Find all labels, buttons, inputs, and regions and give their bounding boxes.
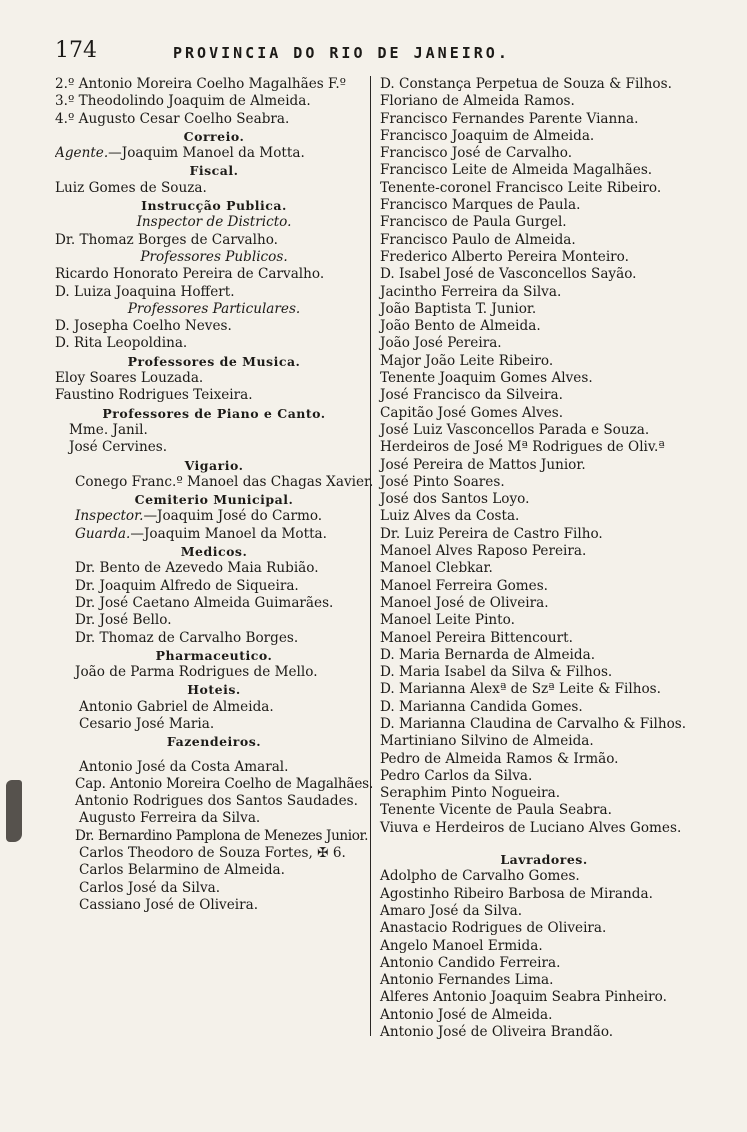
list-item: Herdeiros de José Mª Rodrigues de Oliv.ª: [380, 439, 665, 456]
role-label: Inspector.: [75, 508, 144, 525]
list-item: Dr. Joaquim Alfredo de Siqueira.: [75, 577, 299, 594]
list-item: 4.º Augusto Cesar Coelho Seabra.: [55, 110, 290, 127]
list-item: Anastacio Rodrigues de Oliveira.: [380, 920, 607, 937]
cemiterio-inspector-line: [55, 508, 373, 525]
list-item: Manoel José de Oliveira.: [380, 594, 549, 611]
list-item: Martiniano Silvino de Almeida.: [380, 733, 594, 750]
list-item: Antonio José da Costa Amaral.: [79, 758, 289, 775]
subsection-heading: Inspector de Districto.: [136, 214, 292, 231]
list-item: 2.º Antonio Moreira Coelho Magalhães F.º: [55, 76, 347, 92]
list-item: José Francisco da Silveira.: [380, 387, 563, 404]
list-item: D. Luiza Joaquina Hoffert.: [55, 283, 235, 300]
subsection-heading: Professores Particulares.: [127, 300, 301, 317]
section-heading-correio: Correio.: [183, 128, 245, 144]
list-item: José Pereira de Mattos Junior.: [380, 456, 586, 473]
list-item: Carlos Belarmino de Almeida.: [79, 862, 285, 879]
list-item: Adolpho de Carvalho Gomes.: [380, 868, 580, 885]
list-item: Antonio José de Almeida.: [380, 1006, 553, 1023]
list-item: Dr. José Caetano Almeida Guimarães.: [75, 594, 334, 611]
list-item: Francisco Leite de Almeida Magalhães.: [380, 162, 653, 179]
page-number: 174: [55, 38, 97, 63]
list-item: Dr. Thomaz Borges de Carvalho.: [55, 231, 278, 248]
role-name: —Joaquim Manoel da Motta.: [108, 145, 305, 162]
list-item: D. Marianna Claudina de Carvalho & Filhos.: [380, 715, 687, 732]
right-column: [374, 76, 714, 1041]
role-name: —Joaquim José do Carmo.: [143, 508, 323, 525]
list-item: Major João Leite Ribeiro.: [380, 352, 554, 369]
list-item: D. Rita Leopoldina.: [55, 335, 188, 352]
list-item: Francisco de Paula Gurgel.: [380, 214, 567, 231]
list-item: Manoel Leite Pinto.: [380, 612, 515, 629]
list-item: João Baptista T. Junior.: [380, 300, 537, 317]
list-item: Antonio Fernandes Lima.: [380, 972, 554, 989]
list-item: D. Maria Isabel da Silva & Filhos.: [380, 664, 613, 681]
list-item: Angelo Manoel Ermida.: [380, 937, 543, 954]
list-item: Manoel Clebkar.: [380, 560, 493, 577]
section-heading-pharmaceutico: Pharmaceutico.: [155, 647, 273, 663]
list-item: Francisco Joaquim de Almeida.: [380, 127, 595, 144]
list-item: Frederico Alberto Pereira Monteiro.: [380, 248, 629, 265]
list-item: D. Josepha Coelho Neves.: [55, 318, 232, 335]
list-item: Eloy Soares Louzada.: [55, 370, 204, 387]
list-item: Francisco José de Carvalho.: [380, 145, 573, 162]
list-item: Dr. Thomaz de Carvalho Borges.: [75, 629, 299, 646]
list-item: Carlos José da Silva.: [79, 879, 221, 896]
list-item: Manoel Ferreira Gomes.: [380, 577, 548, 594]
cemiterio-guarda-line: [55, 526, 373, 543]
page-edge-smudge: [6, 780, 22, 842]
section-heading-lavradores: Lavradores.: [500, 852, 588, 868]
list-item: José Pinto Soares.: [380, 473, 505, 490]
list-item: D. Constança Perpetua de Souza & Filhos.: [380, 76, 672, 92]
list-item: Tenente-coronel Francisco Leite Ribeiro.: [380, 179, 662, 196]
list-item: Dr. Bento de Azevedo Maia Rubião.: [75, 560, 319, 577]
list-item: Antonio José de Oliveira Brandão.: [380, 1024, 614, 1041]
list-item: D. Isabel José de Vasconcellos Sayão.: [380, 266, 637, 283]
list-item: Tenente Vicente de Paula Seabra.: [380, 802, 612, 819]
section-heading-piano: Professores de Piano e Canto.: [102, 405, 326, 421]
page-header: [55, 38, 695, 68]
list-item: Antonio Rodrigues dos Santos Saudades.: [75, 793, 358, 810]
list-item: Augusto Ferreira da Silva.: [79, 810, 261, 827]
section-heading-instrucao: Instrucção Publica.: [141, 198, 287, 214]
list-item: Seraphim Pinto Nogueira.: [380, 785, 561, 802]
list-item: Dr. José Bello.: [75, 612, 172, 629]
list-item: D. Marianna Candida Gomes.: [380, 698, 583, 715]
list-item: Cesario José Maria.: [79, 715, 215, 732]
list-item: Dr. Luiz Pereira de Castro Filho.: [380, 525, 603, 542]
list-item: Ricardo Honorato Pereira de Carvalho.: [55, 266, 325, 283]
list-item: Pedro de Almeida Ramos & Irmão.: [380, 750, 619, 767]
role-label: Guarda.: [75, 525, 131, 542]
list-item: Conego Franc.º Manoel das Chagas Xavier.: [75, 473, 373, 490]
list-item: 3.º Theodolindo Joaquim de Almeida.: [55, 93, 311, 110]
list-item: Jacintho Ferreira da Silva.: [380, 283, 562, 300]
list-item: Viuva e Herdeiros de Luciano Alves Gomes.: [380, 819, 682, 836]
list-item: Francisco Fernandes Parente Vianna.: [380, 110, 639, 127]
subsection-heading: Professores Publicos.: [140, 248, 288, 265]
section-heading-musica: Professores de Musica.: [127, 353, 301, 369]
list-item: Capitão José Gomes Alves.: [380, 404, 564, 421]
list-item: Alferes Antonio Joaquim Seabra Pinheiro.: [380, 989, 667, 1006]
section-heading-fazendeiros: Fazendeiros.: [166, 734, 262, 750]
role-name: —Joaquim Manoel da Motta.: [130, 525, 327, 542]
section-heading-medicos: Medicos.: [180, 544, 248, 560]
list-item: João de Parma Rodrigues de Mello.: [75, 664, 318, 681]
list-item: D. Marianna Alexª de Szª Leite & Filhos.: [380, 681, 661, 698]
list-item: Amaro José da Silva.: [380, 902, 523, 919]
list-item: D. Maria Bernarda de Almeida.: [380, 646, 596, 663]
list-item: Manoel Pereira Bittencourt.: [380, 629, 573, 646]
list-item: Antonio Gabriel de Almeida.: [79, 698, 274, 715]
section-heading-vigario: Vigario.: [184, 457, 244, 473]
list-item: José dos Santos Loyo.: [380, 491, 530, 508]
section-heading-fiscal: Fiscal.: [189, 163, 239, 179]
list-item: Manoel Alves Raposo Pereira.: [380, 543, 587, 560]
list-item: José Cervines.: [69, 439, 168, 456]
section-heading-hoteis: Hoteis.: [187, 682, 241, 698]
running-title: PROVINCIA DO RIO DE JANEIRO.: [173, 44, 510, 62]
list-item: Carlos Theodoro de Souza Fortes, ✠ 6.: [79, 845, 346, 862]
list-item: Luiz Alves da Costa.: [380, 508, 520, 525]
list-item: João José Pereira.: [380, 335, 502, 352]
list-item: Cap. Antonio Moreira Coelho de Magalhães.: [75, 775, 373, 792]
list-item: Faustino Rodrigues Teixeira.: [55, 387, 253, 404]
list-item: João Bento de Almeida.: [380, 318, 541, 335]
list-item: Cassiano José de Oliveira.: [79, 896, 259, 913]
list-item: Mme. Janil.: [69, 421, 148, 438]
list-item: Pedro Carlos da Silva.: [380, 767, 533, 784]
list-item: Francisco Marques de Paula.: [380, 197, 581, 214]
left-column: [55, 76, 373, 914]
list-item: Floriano de Almeida Ramos.: [380, 93, 575, 110]
list-item: Luiz Gomes de Souza.: [55, 179, 207, 196]
list-item: Antonio Candido Ferreira.: [380, 954, 561, 971]
list-item: José Luiz Vasconcellos Parada e Souza.: [380, 421, 650, 438]
list-item: Tenente Joaquim Gomes Alves.: [380, 370, 593, 387]
list-item: Dr. Bernardino Pamplona de Menezes Junior.: [75, 827, 369, 844]
correio-agent-line: [55, 145, 373, 162]
section-heading-cemiterio: Cemiterio Municipal.: [134, 492, 294, 508]
role-label: Agente.: [55, 145, 109, 162]
list-item: Francisco Paulo de Almeida.: [380, 231, 576, 248]
list-item: Agostinho Ribeiro Barbosa de Miranda.: [380, 885, 653, 902]
